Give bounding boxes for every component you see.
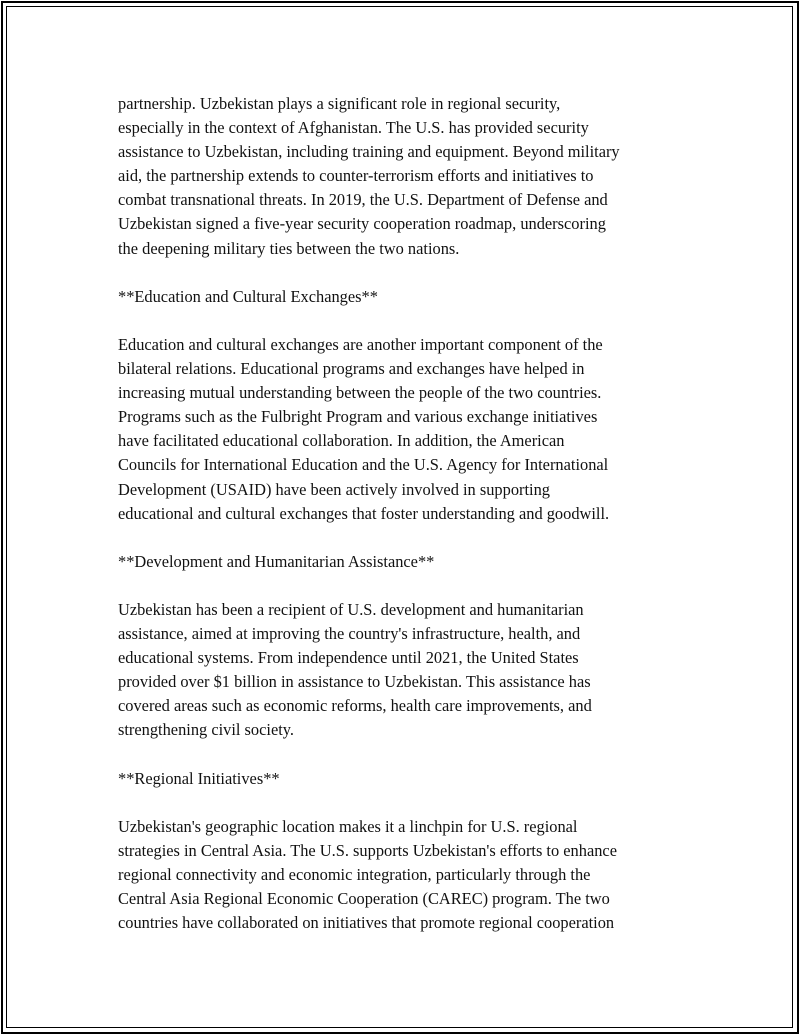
section-heading	[118, 767, 688, 791]
text-line: Uzbekistan signed a five-year security cooperation roadmap, underscoring	[118, 214, 606, 234]
text-line: Education and cultural exchanges are another important component of the	[118, 334, 603, 354]
text-line: Programs such as the Fulbright Program and various exchange initiatives	[118, 407, 598, 427]
section-heading	[118, 550, 688, 574]
text-line: educational and cultural exchanges that foster understanding and goodwill.	[118, 503, 610, 523]
text-line: covered areas such as economic reforms, health care improvements, and	[118, 696, 592, 716]
text-line: educational systems. From independence until 2021, the United States	[118, 648, 579, 668]
text-line: especially in the context of Afghanistan. The U.S. has provided security	[118, 118, 589, 138]
body-paragraph	[118, 333, 688, 526]
text-line: have facilitated educational collaboration. In addition, the American	[118, 431, 565, 451]
text-line: increasing mutual understanding between the people of the two countries.	[118, 383, 602, 403]
text-line: the deepening military ties between the two nations.	[118, 238, 460, 258]
body-paragraph	[118, 92, 688, 261]
text-line: Councils for International Education and the U.S. Agency for International	[118, 455, 609, 475]
text-line: countries have collaborated on initiatives that promote regional cooperation	[118, 913, 615, 933]
text-line: Uzbekistan has been a recipient of U.S. development and humanitarian	[118, 599, 584, 619]
text-line: partnership. Uzbekistan plays a significant role in regional security,	[118, 94, 561, 113]
text-line: Uzbekistan's geographic location makes it a linchpin for U.S. regional	[118, 816, 578, 836]
text-line: strategies in Central Asia. The U.S. supports Uzbekistan's efforts to enhance	[118, 840, 617, 860]
text-line: strengthening civil society.	[118, 720, 295, 740]
text-line: **Education and Cultural Exchanges**	[118, 286, 378, 306]
text-line: bilateral relations. Educational programs and exchanges have helped in	[118, 359, 585, 379]
text-line: provided over $1 billion in assistance to Uzbekistan. This assistance has	[118, 672, 591, 692]
body-paragraph	[118, 598, 688, 743]
section-heading	[118, 285, 688, 309]
text-line: combat transnational threats. In 2019, the U.S. Department of Defense and	[118, 190, 608, 210]
text-line: **Regional Initiatives**	[118, 768, 280, 788]
text-line: **Development and Humanitarian Assistance**	[118, 551, 435, 571]
document-body	[118, 92, 688, 959]
body-paragraph	[118, 815, 688, 935]
text-line: assistance to Uzbekistan, including training and equipment. Beyond military	[118, 142, 620, 162]
text-line: Development (USAID) have been actively involved in supporting	[118, 479, 550, 499]
text-line: regional connectivity and economic integration, particularly through the	[118, 865, 591, 884]
text-line: assistance, aimed at improving the country's infrastructure, health, and	[118, 624, 581, 644]
text-line: Central Asia Regional Economic Cooperation (CAREC) program. The two	[118, 889, 610, 909]
text-line: aid, the partnership extends to counter-terrorism efforts and initiatives to	[118, 166, 594, 186]
